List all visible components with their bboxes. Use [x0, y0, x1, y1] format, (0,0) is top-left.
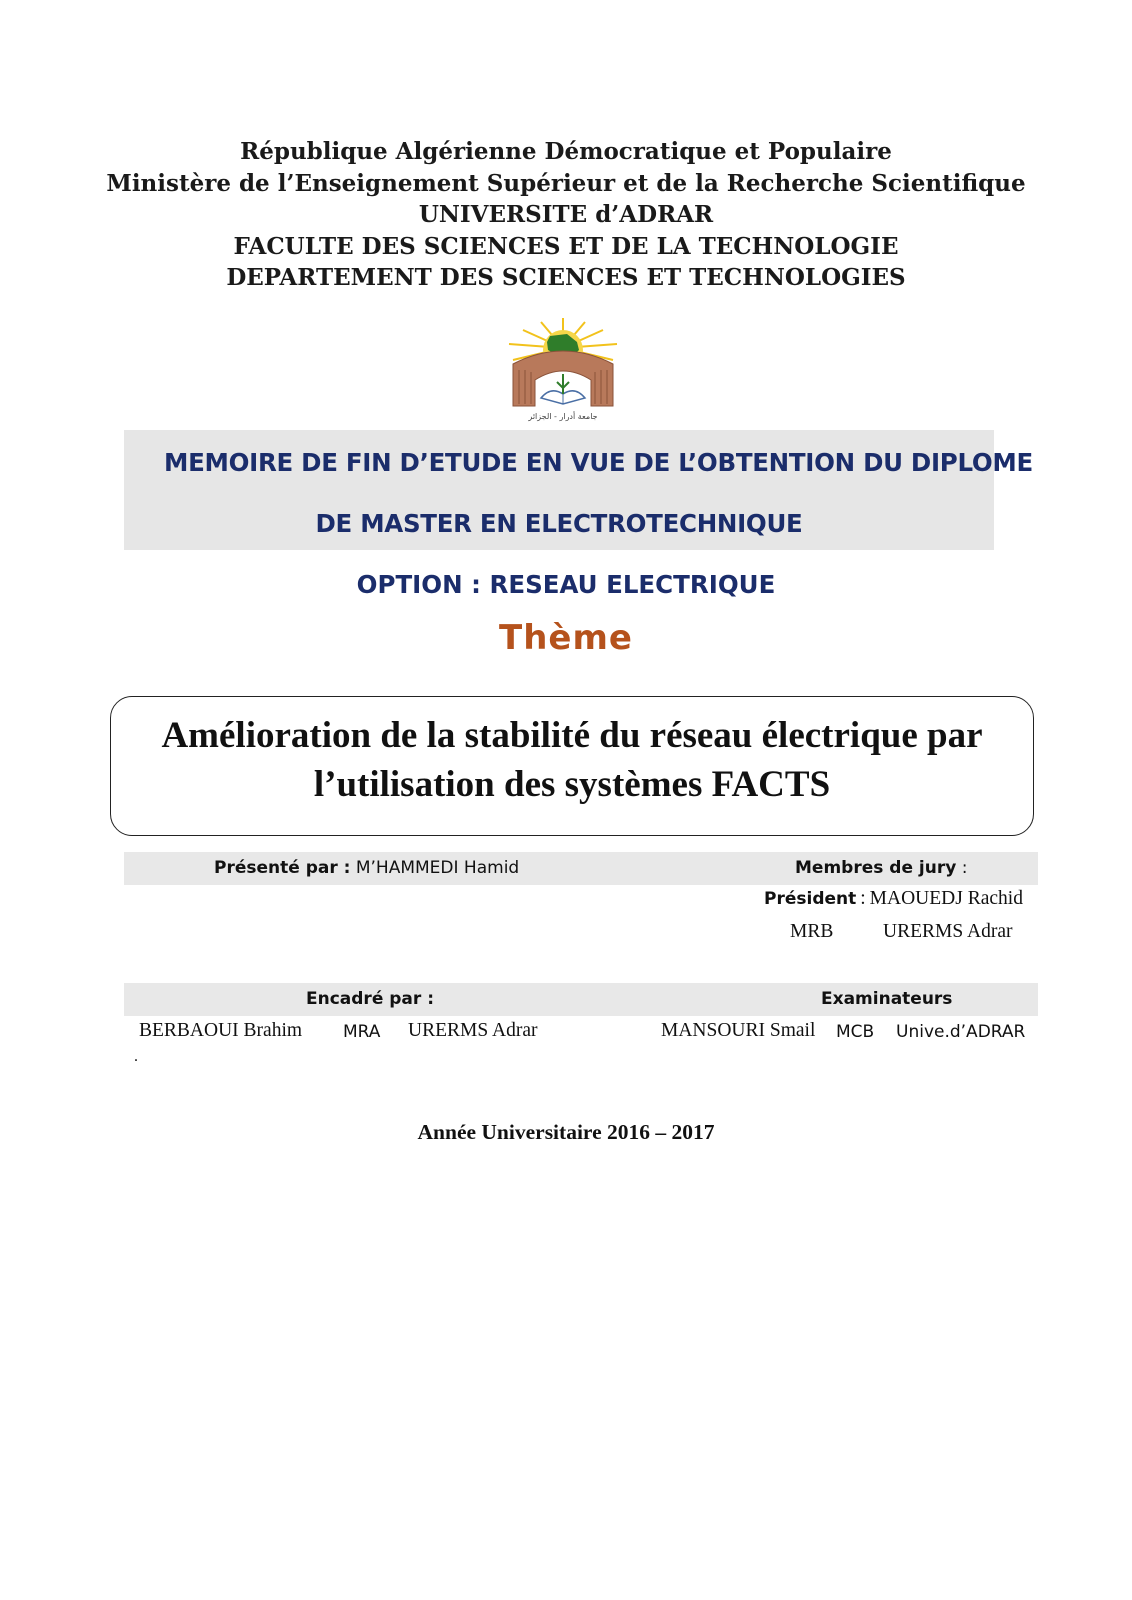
- header-republic: République Algérienne Démocratique et Populaire: [240, 138, 892, 165]
- president-institution: URERMS Adrar: [883, 921, 1013, 942]
- supervisor-grade: MRA: [343, 1022, 381, 1042]
- university-logo-icon: [493, 318, 633, 422]
- svg-text:جامعة أدرار - الجزائر: جامعة أدرار - الجزائر: [528, 412, 598, 421]
- examiner-grade: MCB: [836, 1022, 875, 1042]
- jury-heading: [795, 858, 967, 878]
- option-label: OPTION : RESEAU ELECTRIQUE: [356, 570, 776, 599]
- president-grade: MRB: [790, 921, 834, 942]
- examiner-institution: Unive.d’ADRAR: [896, 1022, 1026, 1042]
- supervisor-name: BERBAOUI Brahim: [139, 1020, 303, 1041]
- jury-label: Membres de jury: [795, 858, 957, 878]
- supervisor-label: Encadré par :: [306, 989, 435, 1009]
- supervisor-institution: URERMS Adrar: [408, 1020, 538, 1041]
- presented-by: [214, 858, 519, 878]
- thesis-title-line-2: l’utilisation des systèmes FACTS: [313, 764, 831, 805]
- memoire-line-2: DE MASTER EN ELECTROTECHNIQUE: [315, 509, 803, 538]
- president-row: [764, 888, 1023, 910]
- president-sep: :: [860, 888, 866, 909]
- presented-by-label: Présenté par :: [214, 858, 351, 878]
- theme-label: Thème: [499, 618, 633, 658]
- presented-by-name: M’HAMMEDI Hamid: [355, 858, 520, 878]
- header-university: UNIVERSITE d’ADRAR: [418, 201, 714, 228]
- stray-dot: .: [134, 1048, 138, 1065]
- academic-year: Année Universitaire 2016 – 2017: [417, 1120, 715, 1144]
- institution-header: [0, 136, 1132, 294]
- president-label: Président: [764, 889, 857, 909]
- jury-colon: :: [961, 858, 968, 878]
- header-ministry: Ministère de l’Enseignement Supérieur et de la Recherche Scientifique: [106, 169, 1026, 197]
- header-department: DEPARTEMENT DES SCIENCES ET TECHNOLOGIES: [226, 264, 906, 291]
- header-faculty: FACULTE DES SCIENCES ET DE LA TECHNOLOGIE: [233, 232, 899, 260]
- examiner-name: MANSOURI Smail: [661, 1020, 816, 1041]
- supervisor-heading: [306, 989, 434, 1009]
- thesis-title-box: [110, 696, 1034, 836]
- memoire-line-1: MEMOIRE DE FIN D’ETUDE EN VUE DE L’OBTENTION DU DIPLOME: [164, 448, 1033, 477]
- president-name: MAOUEDJ Rachid: [869, 888, 1023, 909]
- examiners-label: Examinateurs: [821, 989, 953, 1009]
- thesis-title-line-1: Amélioration de la stabilité du réseau électrique par: [161, 715, 983, 756]
- examiners-heading: [821, 989, 952, 1009]
